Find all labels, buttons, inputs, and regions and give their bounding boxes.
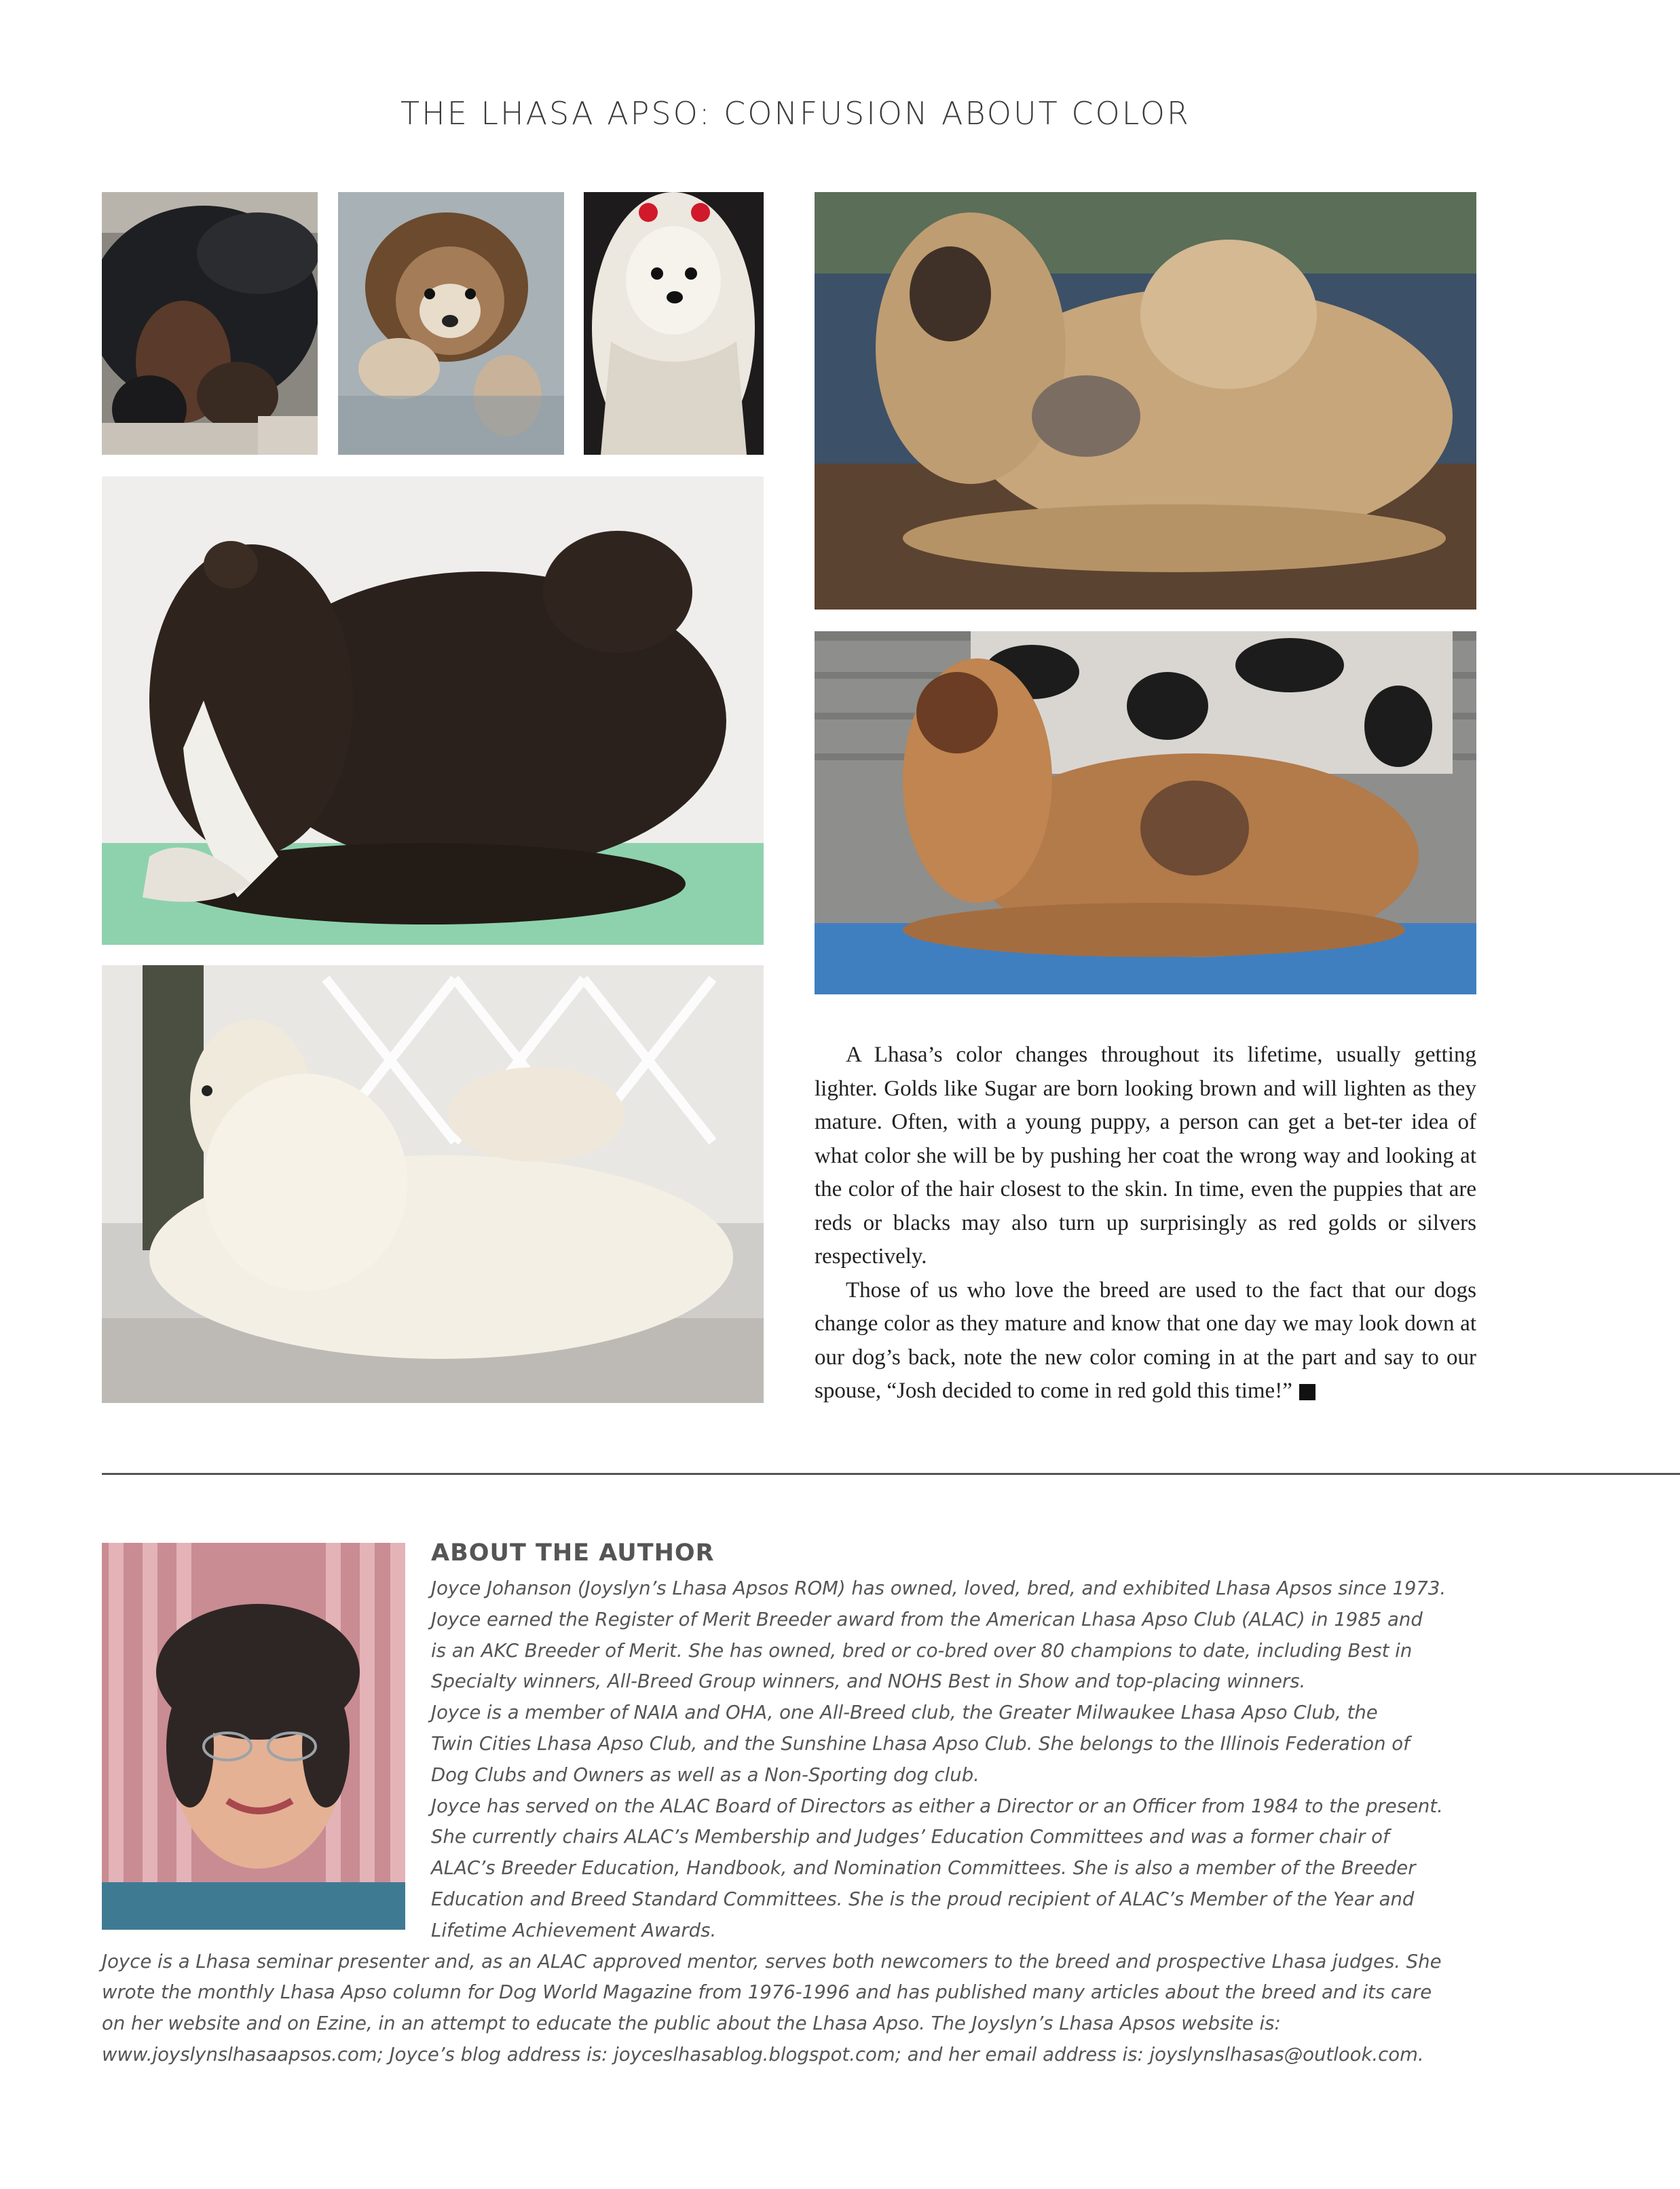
white-moving-photo — [102, 965, 764, 1403]
article-paragraph-2 — [815, 1274, 1476, 1408]
end-mark-icon — [1299, 1384, 1315, 1400]
bio-line: is an AKC Breeder of Merit. She has owned, bred or co-bred over 80 champions to date, including Best in — [431, 1639, 1413, 1662]
puppy-photo — [338, 192, 564, 455]
bio-line: Joyce is a Lhasa seminar presenter and, as an ALAC approved mentor, serves both newcomers to the breed and prospective Lhasa judges. She — [102, 1950, 1442, 1972]
litter-photo — [102, 192, 318, 455]
article-paragraph-1: A Lhasa’s color changes throughout its lifetime, usually getting lighter. Golds like Sugar are born looking brown and will lighten as they mature. Often, with a young puppy, a person can get a bet-ter idea of what color she will be by pushing her coat the wrong way and looking at the color of the hair closest to the skin. In time, even the puppies that are reds or blacks may also turn up surprisingly as red golds or silvers respectively. — [815, 1043, 1476, 1269]
bio-line: Twin Cities Lhasa Apso Club, and the Sunshine Lhasa Apso Club. She belongs to the Illinois Federation of — [431, 1732, 1410, 1755]
bio-line: Joyce is a member of NAIA and OHA, one All-Breed club, the Greater Milwaukee Lhasa Apso Club, the — [431, 1702, 1378, 1724]
bio-line: wrote the monthly Lhasa Apso column for Dog World Magazine from 1976-1996 and has published many articles about the breed and its care — [102, 1981, 1432, 2004]
page-title: THE LHASA APSO: CONFUSION ABOUT COLOR — [400, 95, 1191, 132]
article-body — [815, 1039, 1476, 1408]
bio-line: Specialty winners, All-Breed Group winners, and NOHS Best in Show and top-placing winners. — [431, 1670, 1306, 1693]
bio-line: Education and Breed Standard Committees. She is the proud recipient of ALAC’s Member of the Year and — [431, 1888, 1415, 1910]
bio-line: She currently chairs ALAC’s Membership and Judges’ Education Committees and was a former chair of — [431, 1826, 1389, 1848]
bio-line: Joyce has served on the ALAC Board of Directors as either a Director or an Officer from 1984 to the present. — [431, 1795, 1443, 1817]
bio-line: ALAC’s Breeder Education, Handbook, and Nomination Committees. She is also a member of the Breeder — [431, 1857, 1416, 1879]
bio-line: www.joyslynslhasaapsos.com; Joyce’s blog address is: joyceslhasablog.blogspot.com; and her email address is: joyslynslhasas@outlook.com. — [102, 2043, 1424, 2065]
bio-line: Joyce earned the Register of Merit Breeder award from the American Lhasa Apso Club (ALAC) in 1985 and — [431, 1608, 1423, 1630]
red-gold-lhasa-photo — [815, 631, 1476, 994]
gold-lhasa-photo — [815, 192, 1476, 610]
bio-line: Lifetime Achievement Awards. — [431, 1919, 717, 1941]
white-headshot-photo — [584, 192, 764, 455]
dark-lhasa-photo — [102, 476, 764, 945]
about-author-heading: ABOUT THE AUTHOR — [431, 1539, 715, 1567]
bio-line: on her website and on Ezine, in an attempt to educate the public about the Lhasa Apso. The Joyslyn’s Lhasa Apsos website is: — [102, 2013, 1281, 2035]
author-bio — [102, 1573, 1476, 2071]
bio-line: Joyce Johanson (Joyslyn’s Lhasa Apsos ROM) has owned, loved, bred, and exhibited Lhasa Apsos since 1973. — [431, 1577, 1446, 1599]
article-paragraph-2-text: Those of us who love the breed are used to the fact that our dogs change color as they mature and know that one day we may look down at our dog’s back, note the new color coming in at the part and say to our spouse, “Josh decided to come in red gold this time!” — [815, 1277, 1476, 1403]
section-divider — [102, 1473, 1680, 1475]
bio-line: Dog Clubs and Owners as well as a Non-Sporting dog club. — [431, 1763, 979, 1786]
